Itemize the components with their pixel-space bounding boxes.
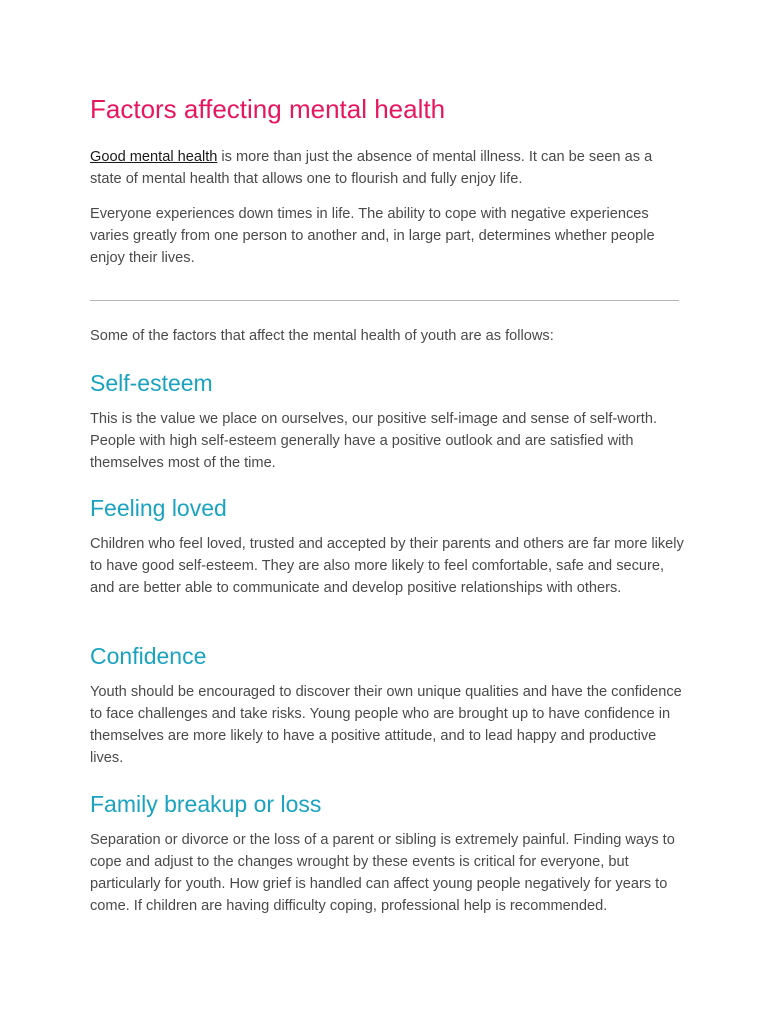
good-mental-health-link[interactable]: Good mental health <box>90 149 218 165</box>
section-body-family-breakup: Separation or divorce or the loss of a parent or sibling is extremely painful. Finding ways to cope and adjust to the changes wrought by these events is critical for everyone, but particularly for youth. How grief is handled can affect young people negatively for years to come. If children are having difficulty coping, professional help is recommended. <box>90 832 675 914</box>
section-body-self-esteem: This is the value we place on ourselves, our positive self-image and sense of self-worth. People with high self-esteem generally have a positive outlook and are satisfied with themselves most of the time. <box>90 411 658 471</box>
lead-paragraph: Some of the factors that affect the mental health of youth are as follows: <box>90 328 554 344</box>
section-body-confidence: Youth should be encouraged to discover their own unique qualities and have the confidence to face challenges and take risks. Young people who are brought up to have confidence in themselves are more likely to have a positive attitude, and to lead happy and productive lives. <box>90 684 682 766</box>
section-heading-feeling-loved: Feeling loved <box>90 495 227 521</box>
section-heading-confidence: Confidence <box>90 643 207 669</box>
page-title: Factors affecting mental health <box>90 94 446 124</box>
section-heading-family-breakup: Family breakup or loss <box>90 791 322 817</box>
coping-paragraph: Everyone experiences down times in life. The ability to cope with negative experiences varies greatly from one person to another and, in large part, determines whether people enjoy their lives. <box>90 206 655 266</box>
intro-text: is more than just the absence of mental illness. It can be seen as a state of mental health that allows one to flourish and fully enjoy life. <box>90 149 653 187</box>
section-heading-self-esteem: Self-esteem <box>90 370 213 396</box>
intro-paragraph <box>90 146 686 190</box>
section-body-feeling-loved: Children who feel loved, trusted and accepted by their parents and others are far more likely to have good self-esteem. They are also more likely to feel comfortable, safe and secure, and are better able to communicate and develop positive relationships with others. <box>90 536 684 596</box>
divider <box>90 300 679 301</box>
